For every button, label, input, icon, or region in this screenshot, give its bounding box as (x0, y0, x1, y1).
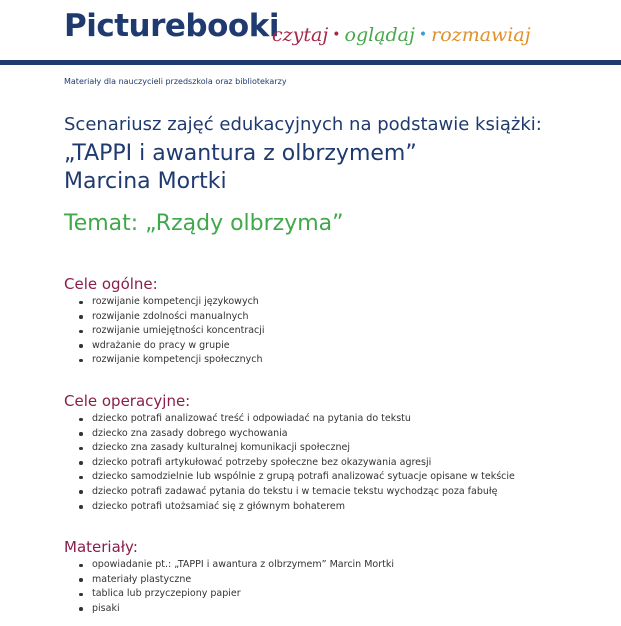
list-item: dziecko zna zasady dobrego wychowania (92, 427, 515, 442)
section-materials (64, 538, 394, 616)
tagline-word-rozmawiaj: rozmawiaj (431, 24, 531, 46)
bullet-list (64, 412, 515, 514)
section-heading: Materiały: (64, 538, 138, 556)
list-item: dziecko zna zasady kulturalnej komunikacji społecznej (92, 441, 515, 456)
list-item: tablica lub przyczepiony papier (92, 587, 394, 602)
tagline-dot-1: • (332, 27, 341, 43)
section-heading: Cele operacyjne: (64, 392, 191, 410)
section-general-goals (64, 275, 265, 368)
document-subtitle: Materiały dla nauczycieli przedszkola oraz bibliotekarzy (64, 77, 287, 86)
list-item: dziecko potrafi utożsamiać się z głównym bohaterem (92, 500, 515, 515)
bullet-list (64, 295, 265, 368)
header-divider (0, 60, 621, 65)
list-item: opowiadanie pt.: „TAPPI i awantura z olbrzymem” Marcin Mortki (92, 558, 394, 573)
tagline-word-czytaj: czytaj (272, 24, 329, 46)
list-item: rozwijanie umiejętności koncentracji (92, 324, 265, 339)
list-item: rozwijanie kompetencji językowych (92, 295, 265, 310)
section-heading: Cele ogólne: (64, 275, 158, 293)
list-item: materiały plastyczne (92, 573, 394, 588)
tagline-word-ogladaj: oglądaj (344, 24, 415, 46)
list-item: dziecko potrafi analizować treść i odpowiadać na pytania do tekstu (92, 412, 515, 427)
book-author-line: Marcina Mortki (64, 169, 227, 194)
list-item: dziecko potrafi zadawać pytania do tekstu i w temacie tekstu wychodząc poza fabułę (92, 485, 515, 500)
list-item: rozwijanie kompetencji społecznych (92, 353, 265, 368)
list-item: dziecko samodzielnie lub wspólnie z grupą potrafi analizować sytuacje opisane w tekście (92, 470, 515, 485)
list-item: pisaki (92, 602, 394, 617)
lesson-topic: Temat: „Rządy olbrzyma” (64, 211, 344, 236)
list-item: wdrażanie do pracy w grupie (92, 339, 265, 354)
list-item: dziecko potrafi artykułować potrzeby społeczne bez okazywania agresji (92, 456, 515, 471)
page-header (0, 0, 621, 66)
bullet-list (64, 558, 394, 616)
book-title (64, 140, 417, 196)
section-operational-goals (64, 392, 515, 514)
list-item: rozwijanie zdolności manualnych (92, 310, 265, 325)
brand-tagline (272, 24, 531, 46)
book-title-line-1: „TAPPI i awantura z olbrzymem” (64, 141, 417, 166)
brand-logo: Picturebooki (64, 8, 279, 44)
scenario-intro: Scenariusz zajęć edukacyjnych na podstawie książki: (64, 114, 542, 135)
tagline-dot-2: • (418, 27, 428, 43)
